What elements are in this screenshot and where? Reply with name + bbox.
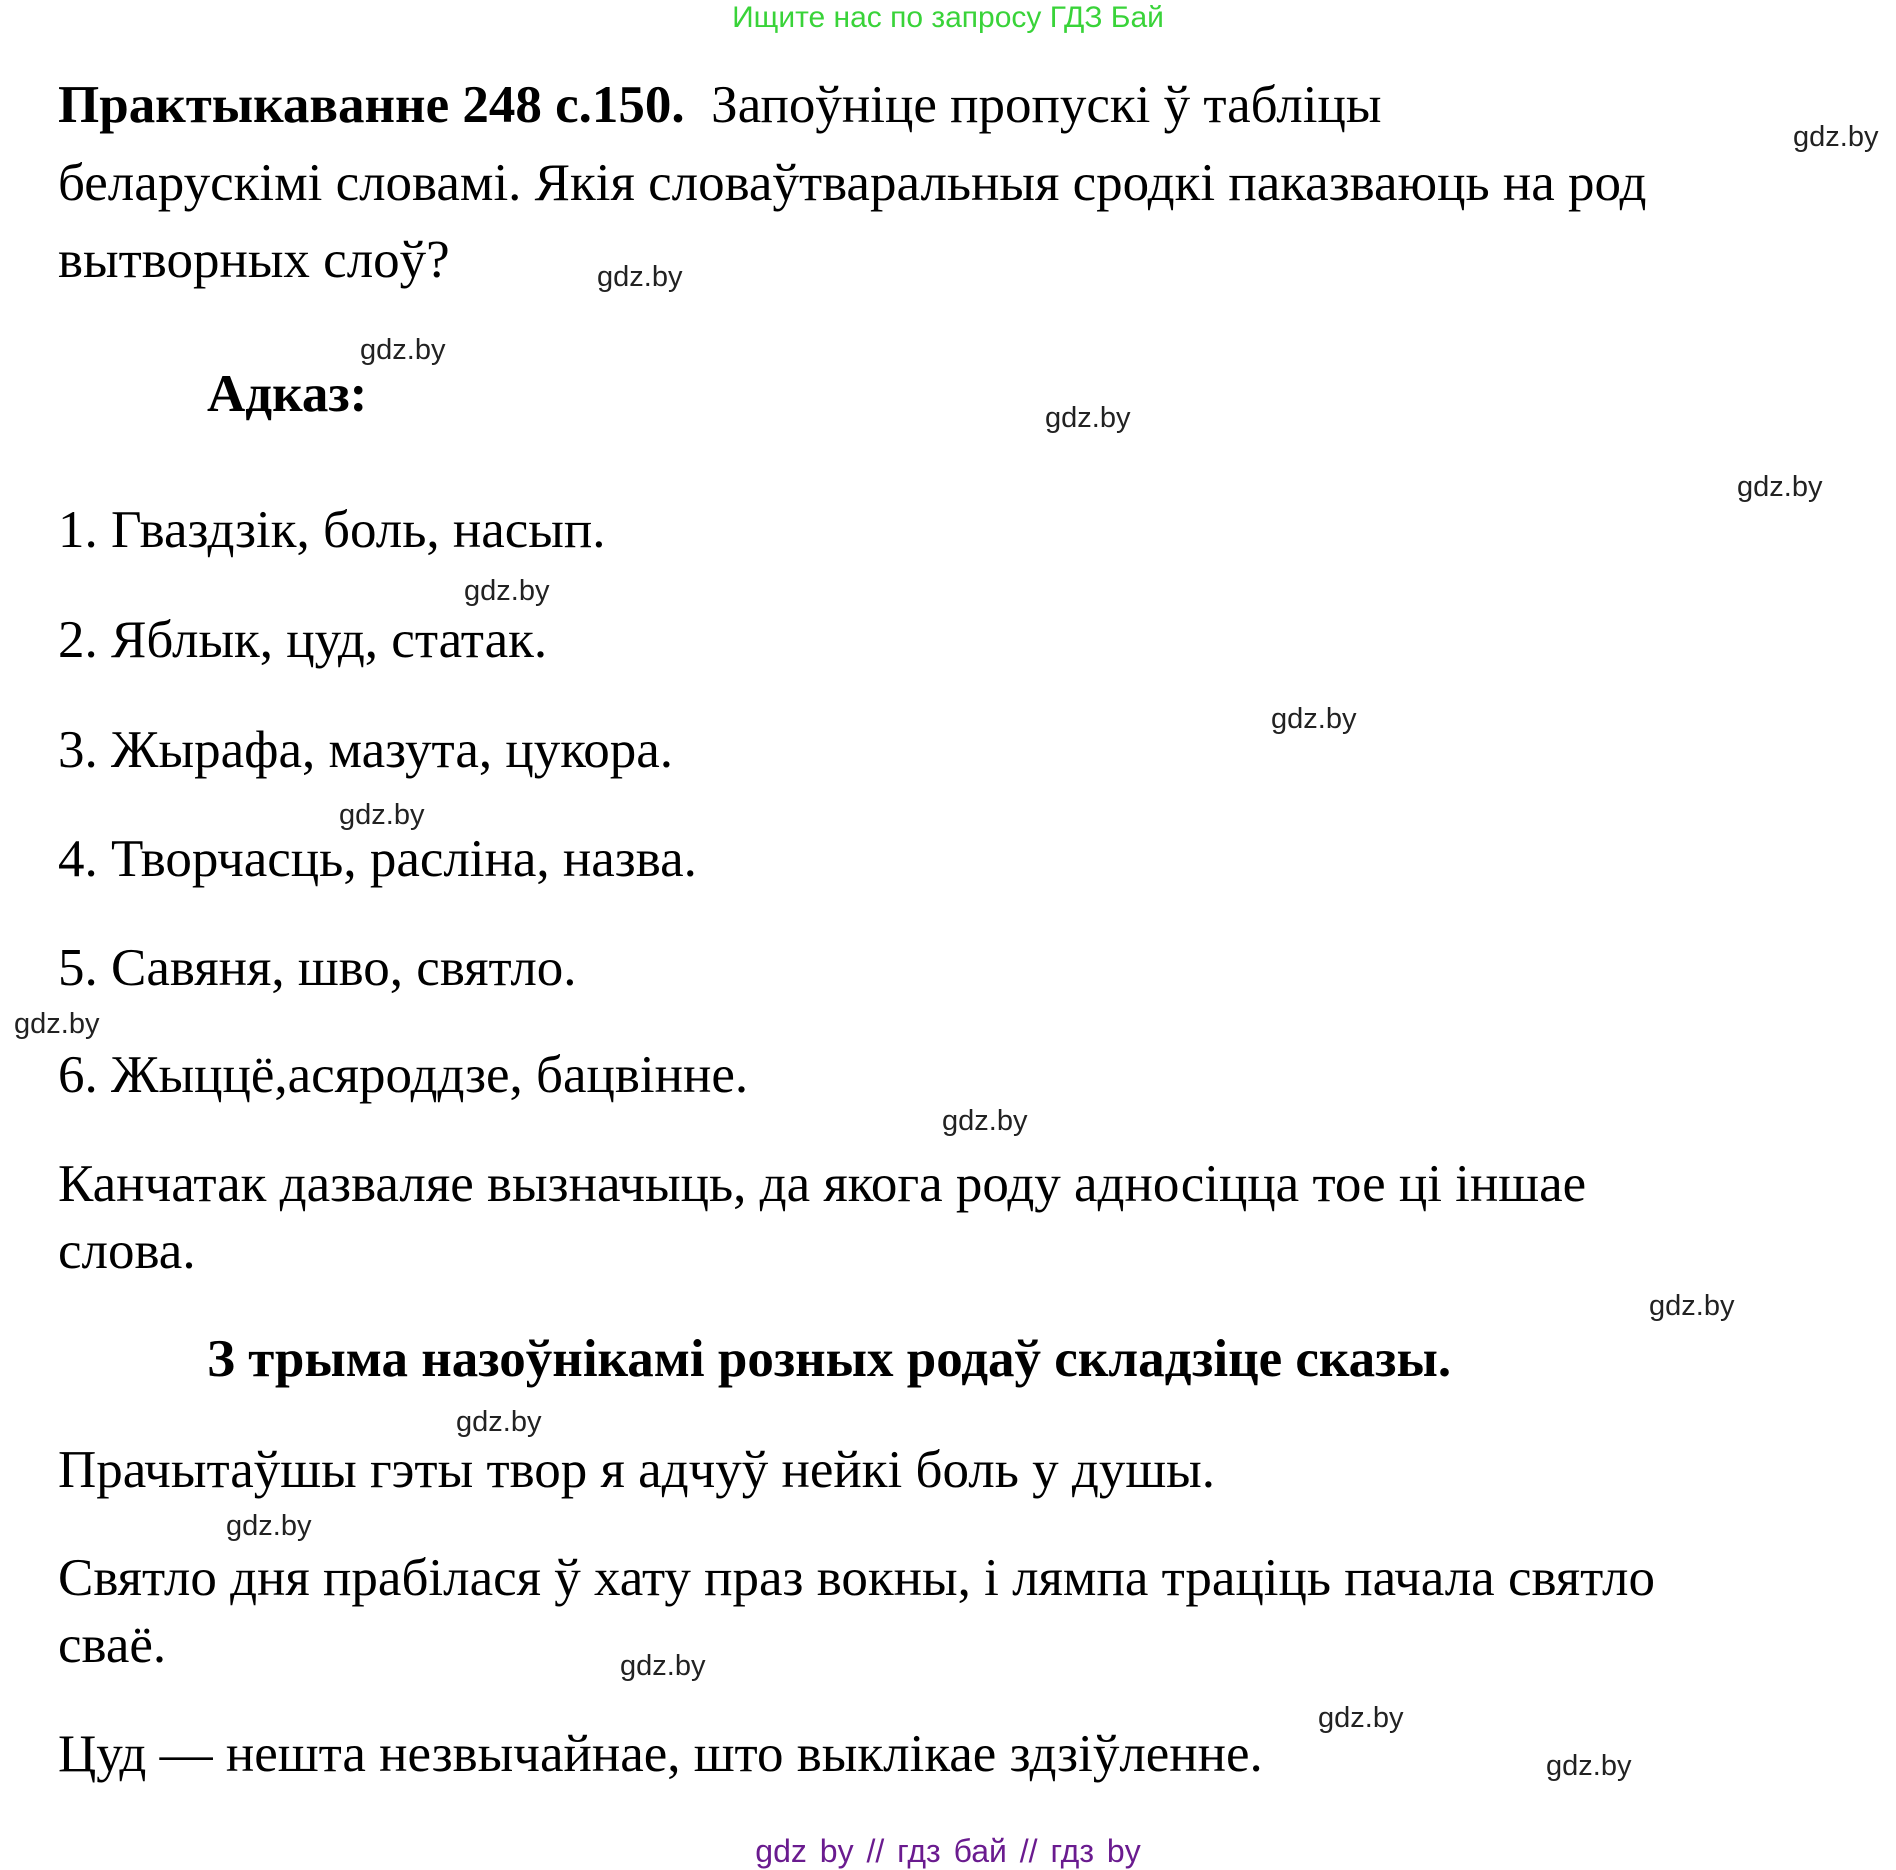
answer-item-6: 6. Жыццё,асяроддзе, бацвінне. xyxy=(58,1046,749,1104)
watermark: gdz.by xyxy=(597,261,683,293)
watermark: gdz.by xyxy=(464,575,550,607)
task-line-3: вытворных слоў? xyxy=(58,231,450,289)
watermark: gdz.by xyxy=(226,1510,312,1542)
watermark: gdz.by xyxy=(1271,703,1357,735)
answer-heading: Адказ: xyxy=(207,365,368,423)
watermark: gdz.by xyxy=(1045,402,1131,434)
answer-item-3: 3. Жырафа, мазута, цукора. xyxy=(58,721,674,779)
task-label: Практыкаванне 248 с.150. xyxy=(58,76,685,134)
watermark: gdz.by xyxy=(1318,1702,1404,1734)
task-text-1: Запоўніце пропускі ў табліцы xyxy=(711,76,1382,134)
sentence-3: Цуд — нешта незвычайнае, што выклікае здзіўленне. xyxy=(58,1725,1263,1783)
watermark: gdz.by xyxy=(339,799,425,831)
watermark: gdz.by xyxy=(360,334,446,366)
sentence-2-line-2: сваё. xyxy=(58,1616,167,1674)
subtask-heading: З трыма назоўнікамі розных родаў складзіце сказы. xyxy=(207,1330,1452,1388)
answer-item-2: 2. Яблык, цуд, статак. xyxy=(58,611,548,669)
sentence-1: Прачытаўшы гэты твор я адчуў нейкі боль у душы. xyxy=(58,1441,1216,1499)
answer-item-1: 1. Гваздзік, боль, насып. xyxy=(58,501,606,559)
task-line-1 xyxy=(58,72,1381,138)
task-line-2: беларускімі словамі. Якія словаўтваральныя сродкі паказваюць на род xyxy=(58,154,1647,212)
answer-item-5: 5. Савяня, шво, святло. xyxy=(58,939,577,997)
watermark: gdz.by xyxy=(620,1650,706,1682)
sentence-2-line-1: Святло дня прабілася ў хату праз вокны, і лямпа траціць пачала святло xyxy=(58,1549,1655,1607)
conclusion-line-2: слова. xyxy=(58,1222,196,1280)
watermark: gdz.by xyxy=(456,1406,542,1438)
watermark: gdz.by xyxy=(1546,1750,1632,1782)
watermark: gdz.by xyxy=(1649,1290,1735,1322)
search-banner: Ищите нас по запросу ГДЗ Бай xyxy=(732,1,1164,34)
watermark: gdz.by xyxy=(14,1008,100,1040)
conclusion-line-1: Канчатак дазваляе вызначыць, да якога роду адносіцца тое ці іншае xyxy=(58,1155,1587,1213)
answer-item-4: 4. Творчасць, расліна, назва. xyxy=(58,830,697,888)
watermark: gdz.by xyxy=(942,1105,1028,1137)
watermark: gdz.by xyxy=(1737,471,1823,503)
footer-links: gdz by // гдз бай // гдз by xyxy=(755,1833,1141,1869)
watermark: gdz.by xyxy=(1793,121,1879,153)
